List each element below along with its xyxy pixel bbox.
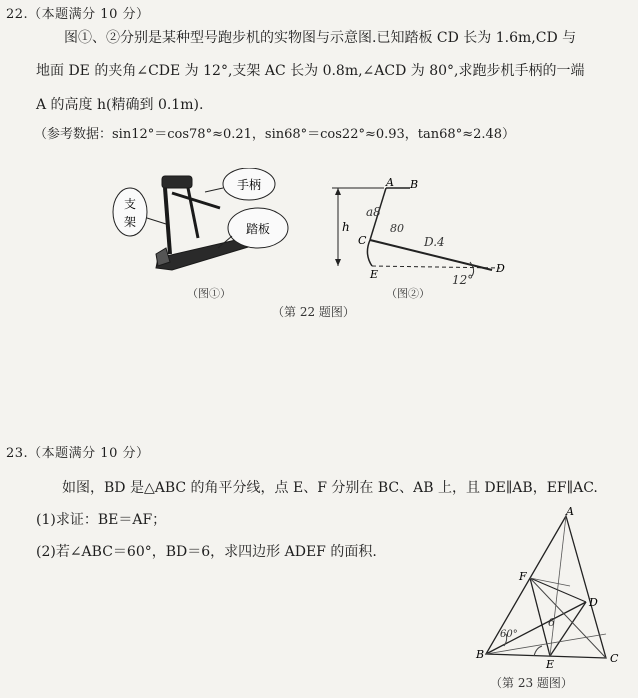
label-A: A <box>386 176 394 189</box>
label-B: B <box>410 178 419 191</box>
q23-part1: (1)求证：BE＝AF； <box>36 512 167 528</box>
handwritten-angle: 60° <box>500 629 518 640</box>
label-A: A <box>566 506 574 518</box>
treadmill-diagram <box>320 176 520 288</box>
handwritten-angle: 80 <box>390 222 404 235</box>
q22-line1: 图①、②分别是某种型号跑步机的实物图与示意图.已知踏板 CD 长为 1.6m,CD 与 <box>64 30 577 46</box>
q23-figure-caption: （第 23 题图） <box>490 676 573 690</box>
label-C: C <box>358 234 367 247</box>
bubble-pedal-label: 踏板 <box>245 222 271 236</box>
treadmill-figure <box>110 168 310 278</box>
q22-reference: （参考数据：sin12°＝cos78°≈0.21，sin68°＝cos22°≈0.93，tan68°≈2.48） <box>34 127 516 142</box>
q22-figure-caption: （第 22 题图） <box>272 305 355 319</box>
label-C: C <box>610 652 619 665</box>
handwritten-bd: 6 <box>548 616 555 629</box>
bubble-support-bottom: 架 <box>123 215 137 229</box>
label-F: F <box>519 570 527 583</box>
q23-header: 23.（本题满分 10 分） <box>6 446 150 461</box>
handwritten-deg: 12° <box>452 273 474 287</box>
label-D: D <box>496 262 505 275</box>
handwritten-cd: D.4 <box>424 235 445 249</box>
q22-line3: A 的高度 h(精确到 0.1m). <box>36 97 204 113</box>
triangle-figure <box>474 506 634 686</box>
q22-line2: 地面 DE 的夹角∠CDE 为 12°,支架 AC 长为 0.8m,∠ACD 为 80°,求跑步机手柄的一端 <box>36 63 585 79</box>
q23-intro: 如图，BD 是△ABC 的角平分线，点 E、F 分别在 BC、AB 上，且 DE∥AB，EF∥AC. <box>62 480 598 496</box>
label-B: B <box>476 648 485 661</box>
q23-part2: (2)若∠ABC＝60°，BD＝6，求四边形 ADEF 的面积. <box>36 544 377 560</box>
fig1-caption: （图①） <box>187 287 231 300</box>
q22-header: 22.（本题满分 10 分） <box>6 7 150 22</box>
label-E: E <box>546 658 555 671</box>
label-D: D <box>589 596 598 609</box>
fig2-caption: （图②） <box>386 287 430 300</box>
label-h: h <box>342 220 350 234</box>
bubble-handle-label: 手柄 <box>236 178 262 192</box>
handwritten-ac: a8 <box>366 205 381 219</box>
bubble-support-top: 支 <box>123 197 137 211</box>
label-E: E <box>370 268 379 281</box>
